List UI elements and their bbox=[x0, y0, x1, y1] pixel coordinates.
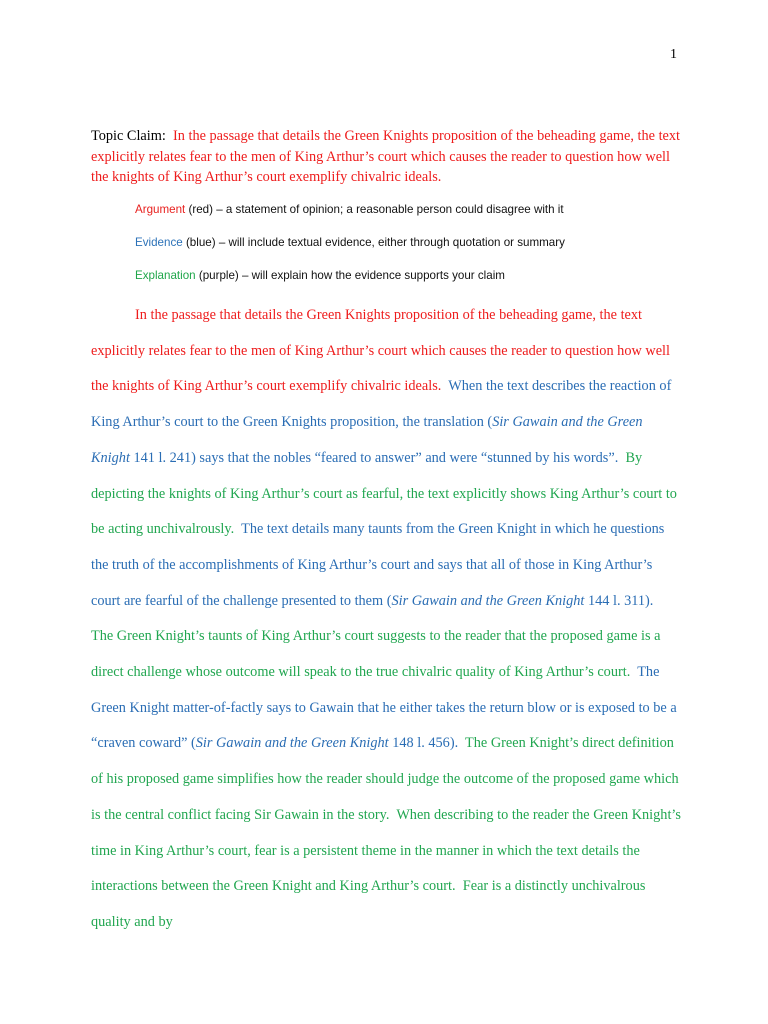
legend-explanation bbox=[135, 269, 695, 282]
evidence-1-text: When the text describes the reaction of King Arthur’s court to the Green Knights proposition, the translation ( bbox=[91, 378, 672, 431]
legend-explanation-key: Explanation bbox=[135, 269, 196, 282]
legend-explanation-desc: – will explain how the evidence supports your claim bbox=[238, 269, 505, 282]
legend-evidence-key: Evidence bbox=[135, 236, 183, 249]
explanation-sentence-2: The Green Knight’s taunts of King Arthur’s court suggests to the reader that the proposed game is a direct challenge whose outcome will speak to the true chivalric quality of King Arthur’s court. bbox=[91, 628, 661, 681]
explanation-sentence-1: By depicting the knights of King Arthur’s court as fearful, the text explicitly shows King Arthur’s court to be acting unchivalrously. bbox=[91, 449, 677, 538]
topic-claim-text: In the passage that details the Green Knights proposition of the beheading game, the text explicitly relates fear to the men of King Arthur’s court which causes the reader to question how well the knights of King Arthur’s court exemplify chivalric ideals. bbox=[91, 128, 681, 185]
explanation-sentence-4: When describing to the reader the Green Knight’s time in King Arthur’s court, fear is a persistent theme in the manner in which the text details the interactions between the Green Knight and King Arthur’s court. bbox=[91, 806, 681, 895]
explanation-sentence-3: The Green Knight’s direct definition of his proposed game simplifies how the reader should judge the outcome of the proposed game which is the central conflict facing Sir Gawain in the story. bbox=[91, 735, 679, 823]
topic-claim-label: Topic Claim: bbox=[91, 128, 166, 144]
legend-evidence-desc: – will include textual evidence, either through quotation or summary bbox=[215, 236, 565, 249]
legend-explanation-color: (purple) bbox=[198, 269, 239, 282]
explanation-sentence-5: Fear is a distinctly unchivalrous quality and by bbox=[91, 878, 646, 930]
legend-evidence-color: (blue) bbox=[185, 236, 216, 249]
evidence-3-citation-title: Sir Gawain and the Green Knight bbox=[195, 735, 389, 752]
legend-argument bbox=[135, 203, 695, 216]
argument-sentence: In the passage that details the Green Knights proposition of the beheading game, the text explicitly relates fear to the men of King Arthur’s court which causes the reader to question how well the knights of King Arthur’s court exemplify chivalric ideals. bbox=[91, 307, 670, 395]
page-number: 1 bbox=[670, 47, 677, 62]
evidence-1-citation-title: Sir Gawain and the Green Knight bbox=[91, 414, 643, 466]
evidence-2-citation: 144 l. 311). bbox=[584, 592, 654, 609]
evidence-2-citation-title: Sir Gawain and the Green Knight bbox=[391, 592, 585, 609]
topic-claim bbox=[91, 126, 681, 188]
legend-argument-desc: – a statement of opinion; a reasonable person could disagree with it bbox=[212, 203, 564, 216]
body-paragraph bbox=[91, 298, 681, 941]
evidence-2-text: The text details many taunts from the Green Knight in which he questions the truth of the accomplishments of King Arthur’s court and says that all of those in King Arthur’s court are fearful of the challenge presented to them ( bbox=[91, 521, 665, 609]
evidence-3-citation: 148 l. 456). bbox=[388, 735, 459, 752]
evidence-3-text: The Green Knight matter-of-factly says to Gawain that he either takes the return blow or is exposed to be a “craven coward” ( bbox=[91, 664, 677, 752]
legend-evidence bbox=[135, 236, 695, 249]
legend-argument-key: Argument bbox=[135, 203, 186, 216]
legend-argument-color: (red) bbox=[188, 203, 213, 216]
evidence-1-citation: 141 l. 241) says that the nobles “feared to answer” and were “stunned by his words”. bbox=[129, 449, 619, 466]
